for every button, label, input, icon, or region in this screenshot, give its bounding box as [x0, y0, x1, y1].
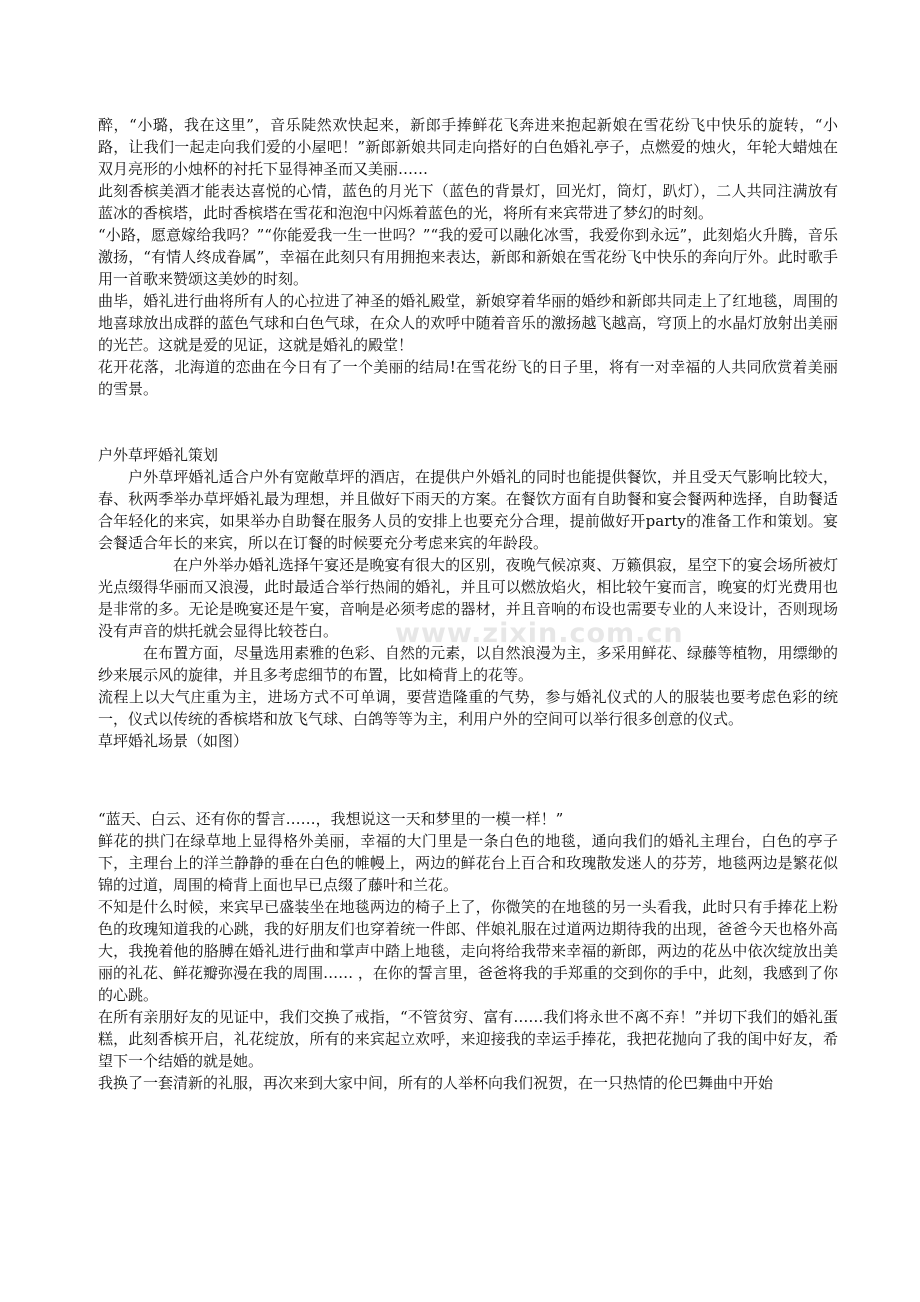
paragraph: 不知是什么时候，来宾早已盛装坐在地毯两边的椅子上了，你微笑的在地毯的另一头看我，此时只有手捧花上粉色的玫瑰知道我的心跳，我的好朋友们也穿着统一件郎、伴娘礼服在过道两边期待我的出现，爸爸今天也格外高大，我挽着他的胳膊在婚礼进行曲和掌声中踏上地毯，走向将给我带来幸福的新郎，两边的花丛中依次绽放出美丽的礼花、鲜花瓣弥漫在我的周围…… ，在你的誓言里，爸爸将我的手郑重的交到你的手中，此刻，我感到了你的心跳。 [98, 898, 838, 1004]
paragraph: 草坪婚礼场景（如图） [98, 732, 249, 750]
document-page [98, 114, 838, 1094]
paragraph: “小路，愿意嫁给我吗？”“你能爱我一生一世吗？”“我的爱可以融化冰雪，我爱你到永远”，此刻焰火升腾，音乐激扬，“有情人终成眷属”，幸福在此刻只有用拥抱来表达，新郎和新娘在雪花纷飞中快乐的奔向厅外。此时歌手用一首歌来赞颂这美妙的时刻。 [98, 226, 838, 288]
paragraph: 鲜花的拱门在绿草地上显得格外美丽，幸福的大门里是一条白色的地毯，通向我们的婚礼主理台，白色的亭子下，主理台上的洋兰静静的垂在白色的帷幔上，两边的鲜花台上百合和玫瑰散发迷人的芬芳，地毯两边是繁花似锦的过道，周围的椅背上面也早已点缀了藤叶和兰花。 [98, 832, 838, 894]
watermark: www.zixin.com.cn [395, 618, 684, 649]
paragraph: 在所有亲朋好友的见证中，我们交换了戒指，“不管贫穷、富有……我们将永世不离不弃！”并切下我们的婚礼蛋糕，此刻香槟开启，礼花绽放，所有的来宾起立欢呼，来迎接我的幸运手捧花，我把花抛向了我的闺中好友，希望下一个结婚的就是她。 [98, 1008, 838, 1070]
paragraph: 流程上以大气庄重为主，进场方式不可单调，要营造隆重的气势，参与婚礼仪式的人的服装也要考虑色彩的统一，仪式以传统的香槟塔和放飞气球、白鸽等等为主，利用户外的空间可以举行很多创意的仪式。 [98, 688, 838, 728]
paragraph: 户外草坪婚礼适合户外有宽敞草坪的酒店，在提供户外婚礼的同时也能提供餐饮，并且受天气影响比较大，春、秋两季举办草坪婚礼最为理想，并且做好下雨天的方案。在餐饮方面有自助餐和宴会餐两种选择，自助餐适合年轻化的来宾，如果举办自助餐在服务人员的安排上也要充分合理，提前做好开party的准备工作和策划。宴会餐适合年长的来宾，所以在订餐的时候要充分考虑来宾的年龄段。 [98, 468, 838, 552]
section-title: 户外草坪婚礼策划 [98, 446, 219, 464]
paragraph: 此刻香槟美酒才能表达喜悦的心情，蓝色的月光下（蓝色的背景灯，回光灯，筒灯，趴灯），二人共同注满放有蓝冰的香槟塔，此时香槟塔在雪花和泡泡中闪烁着蓝色的光，将所有来宾带进了梦幻的时刻。 [98, 182, 838, 222]
paragraph: 我换了一套清新的礼服，再次来到大家中间，所有的人举杯向我们祝贺，在一只热情的伦巴舞曲中开始 [98, 1074, 774, 1092]
image-placeholder [98, 752, 838, 808]
spacer [98, 422, 838, 444]
paragraph: 醉，“小璐，我在这里”，音乐陡然欢快起来，新郎手捧鲜花飞奔进来抱起新娘在雪花纷飞中快乐的旋转，“小路，让我们一起走向我们爱的小屋吧！”新郎新娘共同走向搭好的白色婚礼亭子，点燃爱的烛火，年轮大蜡烛在双月亮形的小烛杯的衬托下显得神圣而又美丽…… [98, 116, 838, 178]
spacer [98, 400, 838, 422]
paragraph: 曲毕，婚礼进行曲将所有人的心拉进了神圣的婚礼殿堂，新娘穿着华丽的婚纱和新郎共同走上了红地毯，周围的地喜球放出成群的蓝色气球和白色气球，在众人的欢呼中随着音乐的激扬越飞越高，穹顶上的水晶灯放射出美丽的光芒。这就是爱的见证，这就是婚礼的殿堂！ [98, 292, 838, 354]
paragraph: 在布置方面，尽量选用素雅的色彩、自然的元素，以自然浪漫为主，多采用鲜花、绿藤等植物，用缥缈的纱来展示风的旋律，并且多考虑细节的布置，比如椅背上的花等。 [98, 644, 838, 684]
paragraph: 在户外举办婚礼选择午宴还是晚宴有很大的区别，夜晚气候凉爽、万籁俱寂，星空下的宴会场所被灯光点缀得华丽而又浪漫，此时最适合举行热闹的婚礼，并且可以燃放焰火，相比较午宴而言，晚宴的灯光费用也是非常的多。无论是晚宴还是午宴，音响是必须考虑的器材，并且音响的布设也需要专业的人来设计，否则现场没有声音的烘托就会显得比较苍白。 [98, 556, 838, 640]
paragraph: “蓝天、白云、还有你的誓言……，我想说这一天和梦里的一模一样！” [98, 810, 564, 828]
paragraph: 花开花落，北海道的恋曲在今日有了一个美丽的结局!在雪花纷飞的日子里，将有一对幸福的人共同欣赏着美丽的雪景。 [98, 358, 838, 398]
